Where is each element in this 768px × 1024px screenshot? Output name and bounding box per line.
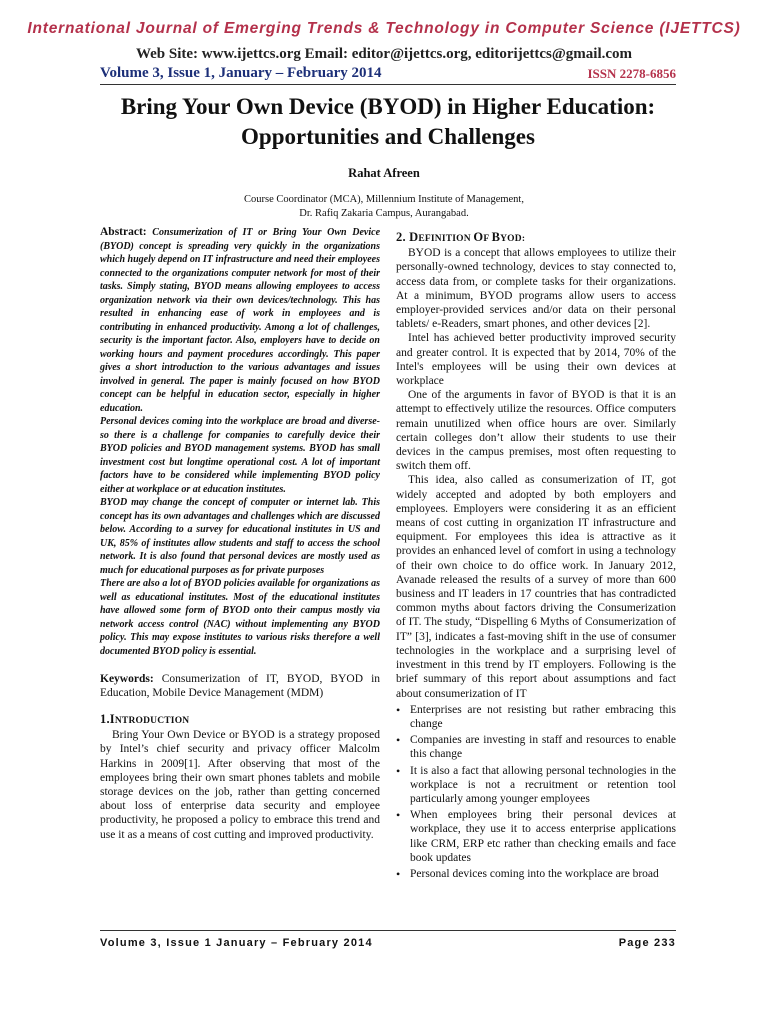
- right-column: [396, 226, 676, 883]
- bullet-icon: •: [396, 733, 401, 748]
- introduction-paragraph: Bring Your Own Device or BYOD is a strategy proposed by Intel’s chief security and privacy officer Malcolm Harkins in 2009[1]. After observing that most of the employees bring their own smart phones tablets and mobile storage devices on the job, rather than getting concerned about loss of enterprise data security and employee productivity, he proposed a policy to embrace this trend and use it as a means of cost cutting and improved productivity.: [100, 729, 380, 841]
- keywords-text: Consumerization of IT, BYOD, BYOD in Education, Mobile Device Management (MDM): [100, 673, 381, 699]
- heading-part: B: [491, 230, 501, 244]
- affiliation-line: Course Coordinator (MCA), Millennium Institute of Management,: [244, 194, 524, 205]
- list-item-text: Enterprises are not resisting but rather embracing this change: [410, 703, 676, 730]
- list-item: [396, 703, 676, 731]
- heading-part: F: [483, 234, 492, 244]
- definition-paragraph: This idea, also called as consumerization of IT, got widely accepted and adopted by both employers and employees. Employers were considering it as an efficient means of cost cutting in organization IT infrastructure and equipment. For employees this idea is attractive as it provides an enhanced level of comfort in using a technology of their own choice to do office work. In January 2012, Avanade released the results of a survey of more than 600 business and IT leaders in 17 countries that has contradicted common myths about factors driving the Consumerization of IT. The study, “Dispelling 6 Myths of Consumerization of IT” [3], indicates a fast-moving shift in the use of consumer technologies in the workplace and a surprising level of investment in this trend by IT employers. Following is the brief summary of this report about assumptions and fact about consumerization of IT: [396, 474, 676, 700]
- definition-heading: [396, 230, 676, 246]
- list-item: [396, 764, 676, 807]
- bullet-icon: •: [396, 702, 401, 717]
- definition-paragraph: One of the arguments in favor of BYOD is that it is an attempt to effectively utilize the resources. Office computers remain unutilized when office hours are over. Similarly certain colleges don’t allow their students to use their devices in the campus premises, most often requesting to switch them off.: [396, 389, 676, 473]
- abstract-label: Abstract:: [100, 226, 147, 238]
- list-item-text: Personal devices coming into the workplace are broad: [410, 867, 659, 880]
- heading-part: YOD:: [500, 234, 526, 244]
- myths-list: [396, 703, 676, 881]
- abstract-text: Consumerization of IT or Bring Your Own Device (BYOD) concept is spreading very quickly in the organizations which hugely depend on IT infrastructure and need their employees connected to the organizations computer network for most of their tasks. Simply stating, BYOD means allowing employees to access organization network via their own devices/technology. This has resulted in enhancing ease of work in employees and is contributing in enhanced productivity. Among a lot of challenges, security is the important factor. Also, employers have to decide on working hours and payment procedures accordingly. This paper gives a short introduction to the various advantages and issues involved in general. The paper is mainly focused on how BYOD concept can be helpful in education sector, especially in higher education.: [100, 227, 381, 414]
- paper-title: Bring Your Own Device (BYOD) in Higher Education: Opportunities and Challenges: [120, 94, 656, 149]
- heading-part: O: [473, 230, 484, 244]
- volume-issue-line: Volume 3, Issue 1, January – February 2014: [100, 65, 382, 81]
- list-item: [396, 867, 676, 881]
- heading-part: NTRODUCTION: [114, 716, 190, 726]
- abstract: [100, 226, 380, 658]
- definition-paragraph: Intel has achieved better productivity improved security and greater control. It is expected that by 2014, 70% of the Intel's employees will be using their own devices at workplace: [396, 332, 676, 388]
- definition-paragraph: BYOD is a concept that allows employees to utilize their personally-owned technology, devices to stay connected to, access data from, or complete tasks for their organizations. At a minimum, BYOD programs allow users to access employer-provided services and/or data on their personal tablets/ e-Readers, smart phones, and other devices [2].: [396, 247, 676, 331]
- website-contact-line: Web Site: www.ijettcs.org Email: editor@ijettcs.org, editorijettcs@gmail.com: [135, 46, 633, 62]
- header-divider: [100, 84, 676, 85]
- heading-part: 1.I: [100, 712, 115, 726]
- list-item: [396, 733, 676, 761]
- issn-number: ISSN 2278-6856: [587, 66, 676, 81]
- list-item-text: It is also a fact that allowing personal technologies in the workplace is not a recruitment or retention tool particularly among younger employees: [410, 764, 676, 805]
- footer-volume: Volume 3, Issue 1 January – February 2014: [100, 937, 373, 949]
- bullet-icon: •: [396, 763, 401, 778]
- bullet-icon: •: [396, 808, 401, 823]
- abstract-paragraph: There are also a lot of BYOD policies available for organizations as well as educational institutes. Most of the educational institutes have allowed some form of BYOD onto their campus mostly via network access control (NAC) without implementing any BYOD policy. This may expose institutes to various risks therefore a well documented BYOD policy is essential.: [100, 578, 380, 657]
- abstract-paragraph: [100, 226, 380, 415]
- abstract-paragraph: BYOD may change the concept of computer or internet lab. This concept has its own advantages and challenges which are discussed below. According to a survey for educational institutes in US and UK, 85% of institutes allow students and staff to access the school network. It is also found that personal devices are mostly used as much for educational purposes as for private purposes: [100, 497, 380, 576]
- abstract-paragraph: Personal devices coming into the workplace are broad and diverse- so there is a challenge for companies to carefully device their BYOD policies and BYOD management systems. BYOD has small investment cost but longtime operational cost. A lot of important factors have to be considered while implementing BYOD policy either at workplace or at education institutes.: [100, 416, 380, 495]
- introduction-heading: [100, 712, 380, 728]
- journal-name: International Journal of Emerging Trends & Technology in Computer Science (IJETTCS): [27, 20, 741, 37]
- list-item-text: Companies are investing in staff and resources to enable this change: [410, 734, 676, 761]
- heading-part: EFINITION: [418, 234, 474, 244]
- bullet-icon: •: [396, 866, 401, 881]
- author-affiliation: [0, 193, 768, 221]
- list-item: [396, 808, 676, 865]
- keywords: [100, 672, 380, 700]
- left-column: [100, 226, 380, 842]
- author-name: Rahat Afreen: [348, 166, 420, 180]
- page-number: Page 233: [618, 937, 676, 949]
- affiliation-line: Dr. Rafiq Zakaria Campus, Aurangabad.: [299, 208, 469, 219]
- heading-part: 2. D: [396, 230, 419, 244]
- list-item-text: When employees bring their personal devices at workplace, they use it to access enterprise applications like CRM, ERP etc rather than checking emails and face book updates: [410, 809, 676, 864]
- keywords-label: Keywords:: [100, 673, 154, 685]
- footer-divider: [100, 930, 676, 931]
